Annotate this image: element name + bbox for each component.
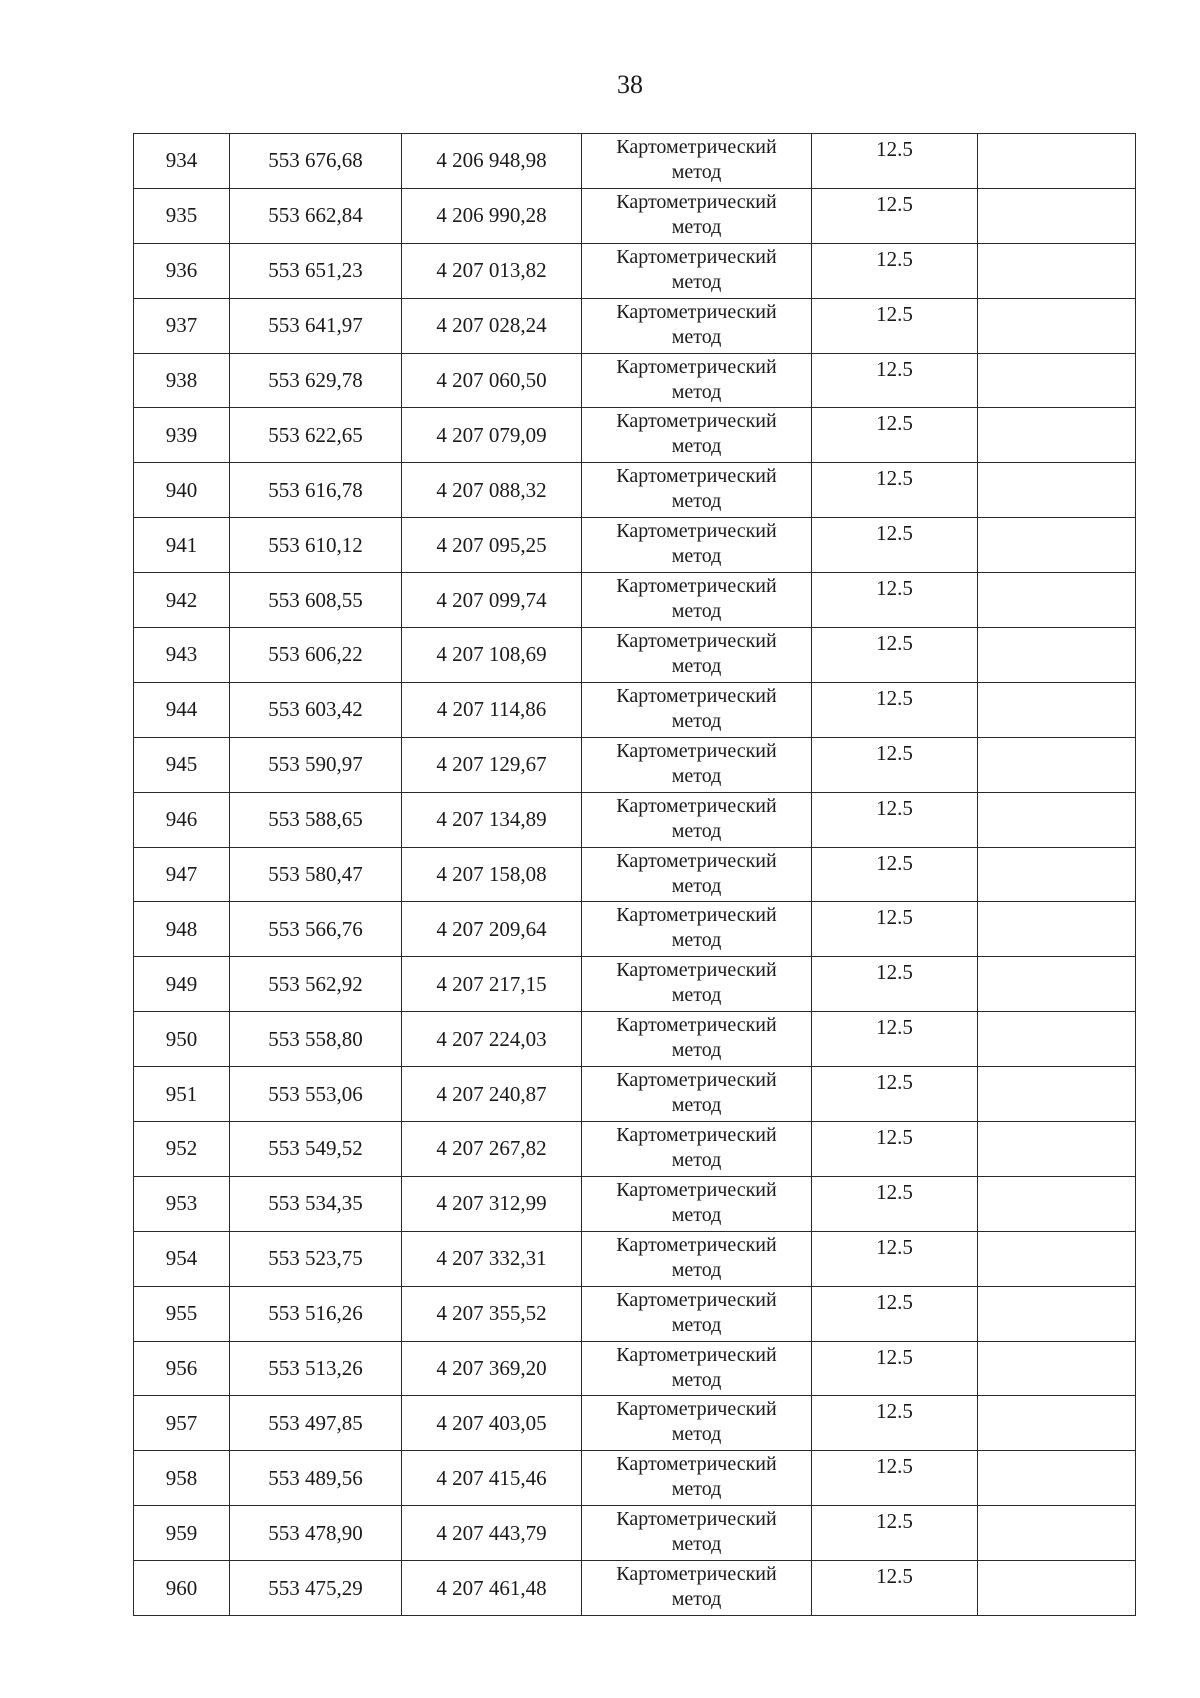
accuracy-cell: 12.5	[812, 243, 978, 298]
method-text-line1: Картометрический	[616, 1124, 777, 1147]
point-number-cell: 938	[134, 353, 230, 408]
table-row	[134, 408, 1136, 463]
point-number-cell: 956	[134, 1341, 230, 1396]
method-text-line1: Картометрический	[616, 904, 777, 927]
y-coordinate-cell: 4 207 108,69	[402, 628, 582, 683]
y-coordinate-cell: 4 207 443,79	[402, 1506, 582, 1561]
table-row	[134, 902, 1136, 957]
method-cell	[582, 792, 812, 847]
accuracy-cell: 12.5	[812, 628, 978, 683]
accuracy-cell: 12.5	[812, 1341, 978, 1396]
method-cell	[582, 847, 812, 902]
accuracy-cell: 12.5	[812, 792, 978, 847]
point-number-cell: 937	[134, 298, 230, 353]
table-row	[134, 573, 1136, 628]
accuracy-cell: 12.5	[812, 134, 978, 189]
x-coordinate-cell: 553 590,97	[230, 737, 402, 792]
table-row	[134, 1561, 1136, 1616]
method-text-line2: метод	[671, 161, 722, 183]
table-row	[134, 957, 1136, 1012]
table-row	[134, 298, 1136, 353]
accuracy-cell: 12.5	[812, 737, 978, 792]
note-cell	[978, 518, 1136, 573]
method-text-line1: Картометрический	[616, 1069, 777, 1092]
method-text-line1: Картометрический	[616, 465, 777, 488]
note-cell	[978, 957, 1136, 1012]
method-cell	[582, 1231, 812, 1286]
note-cell	[978, 1286, 1136, 1341]
method-text-line2: метод	[671, 490, 722, 513]
method-text-line2: метод	[671, 655, 722, 678]
note-cell	[978, 1341, 1136, 1396]
table-row	[134, 1067, 1136, 1122]
y-coordinate-cell: 4 207 028,24	[402, 298, 582, 353]
point-number-cell: 950	[134, 1012, 230, 1067]
accuracy-cell: 12.5	[812, 902, 978, 957]
accuracy-cell: 12.5	[812, 1286, 978, 1341]
accuracy-cell: 12.5	[812, 573, 978, 628]
accuracy-cell: 12.5	[812, 1561, 978, 1616]
accuracy-cell: 12.5	[812, 1451, 978, 1506]
method-text-line1: Картометрический	[616, 959, 777, 982]
method-cell	[582, 518, 812, 573]
method-cell	[582, 463, 812, 518]
y-coordinate-cell: 4 207 240,87	[402, 1067, 582, 1122]
method-cell	[582, 737, 812, 792]
accuracy-cell: 12.5	[812, 518, 978, 573]
method-cell	[582, 134, 812, 189]
method-cell	[582, 243, 812, 298]
method-text-line1: Картометрический	[616, 739, 777, 762]
coordinates-table-body	[134, 134, 1136, 1616]
y-coordinate-cell: 4 207 369,20	[402, 1341, 582, 1396]
note-cell	[978, 1176, 1136, 1231]
method-cell	[582, 1451, 812, 1506]
accuracy-cell: 12.5	[812, 1012, 978, 1067]
x-coordinate-cell: 553 513,26	[230, 1341, 402, 1396]
y-coordinate-cell: 4 207 355,52	[402, 1286, 582, 1341]
point-number-cell: 935	[134, 188, 230, 243]
method-text-line2: метод	[671, 600, 722, 623]
x-coordinate-cell: 553 497,85	[230, 1396, 402, 1451]
method-text-line1: Картометрический	[616, 1398, 777, 1421]
y-coordinate-cell: 4 206 948,98	[402, 134, 582, 189]
table-row	[134, 1506, 1136, 1561]
method-cell	[582, 1561, 812, 1616]
method-text-line2: метод	[671, 1203, 722, 1226]
x-coordinate-cell: 553 558,80	[230, 1012, 402, 1067]
table-row	[134, 1231, 1136, 1286]
point-number-cell: 947	[134, 847, 230, 902]
x-coordinate-cell: 553 616,78	[230, 463, 402, 518]
y-coordinate-cell: 4 207 267,82	[402, 1122, 582, 1177]
point-number-cell: 941	[134, 518, 230, 573]
y-coordinate-cell: 4 207 217,15	[402, 957, 582, 1012]
x-coordinate-cell: 553 662,84	[230, 188, 402, 243]
method-text-line1: Картометрический	[616, 1343, 777, 1366]
point-number-cell: 958	[134, 1451, 230, 1506]
method-cell	[582, 573, 812, 628]
method-text-line1: Картометрический	[616, 245, 777, 268]
method-text-line1: Картометрический	[616, 355, 777, 378]
note-cell	[978, 902, 1136, 957]
method-cell	[582, 1286, 812, 1341]
table-row	[134, 243, 1136, 298]
method-text-line1: Картометрический	[616, 410, 777, 433]
note-cell	[978, 1012, 1136, 1067]
method-text-line1: Картометрический	[616, 575, 777, 598]
accuracy-cell: 12.5	[812, 1396, 978, 1451]
table-row	[134, 1286, 1136, 1341]
accuracy-cell: 12.5	[812, 353, 978, 408]
x-coordinate-cell: 553 608,55	[230, 573, 402, 628]
point-number-cell: 948	[134, 902, 230, 957]
note-cell	[978, 1506, 1136, 1561]
y-coordinate-cell: 4 207 114,86	[402, 682, 582, 737]
table-row	[134, 1396, 1136, 1451]
x-coordinate-cell: 553 606,22	[230, 628, 402, 683]
y-coordinate-cell: 4 206 990,28	[402, 188, 582, 243]
note-cell	[978, 1451, 1136, 1506]
method-cell	[582, 353, 812, 408]
method-text-line2: метод	[671, 435, 722, 458]
point-number-cell: 936	[134, 243, 230, 298]
x-coordinate-cell: 553 651,23	[230, 243, 402, 298]
method-text-line1: Картометрический	[616, 136, 777, 158]
table-row	[134, 518, 1136, 573]
method-text-line2: метод	[671, 380, 722, 403]
method-text-line1: Картометрический	[616, 849, 777, 872]
note-cell	[978, 1396, 1136, 1451]
accuracy-cell: 12.5	[812, 408, 978, 463]
method-text-line2: метод	[671, 1313, 722, 1336]
method-cell	[582, 188, 812, 243]
note-cell	[978, 1122, 1136, 1177]
table-row	[134, 188, 1136, 243]
y-coordinate-cell: 4 207 461,48	[402, 1561, 582, 1616]
accuracy-cell: 12.5	[812, 1231, 978, 1286]
method-cell	[582, 1506, 812, 1561]
method-text-line2: метод	[671, 929, 722, 952]
method-text-line2: метод	[671, 1533, 722, 1556]
method-cell	[582, 957, 812, 1012]
x-coordinate-cell: 553 534,35	[230, 1176, 402, 1231]
method-text-line1: Картометрический	[616, 794, 777, 817]
y-coordinate-cell: 4 207 095,25	[402, 518, 582, 573]
point-number-cell: 957	[134, 1396, 230, 1451]
accuracy-cell: 12.5	[812, 682, 978, 737]
y-coordinate-cell: 4 207 312,99	[402, 1176, 582, 1231]
method-text-line2: метод	[671, 1094, 722, 1117]
method-text-line1: Картометрический	[616, 1453, 777, 1476]
table-row	[134, 1122, 1136, 1177]
note-cell	[978, 134, 1136, 189]
y-coordinate-cell: 4 207 158,08	[402, 847, 582, 902]
y-coordinate-cell: 4 207 013,82	[402, 243, 582, 298]
method-text-line1: Картометрический	[616, 630, 777, 653]
y-coordinate-cell: 4 207 079,09	[402, 408, 582, 463]
method-text-line1: Картометрический	[616, 190, 777, 213]
method-cell	[582, 1176, 812, 1231]
method-text-line2: метод	[671, 1258, 722, 1281]
method-text-line2: метод	[671, 1039, 722, 1062]
point-number-cell: 943	[134, 628, 230, 683]
method-text-line1: Картометрический	[616, 1233, 777, 1256]
method-text-line2: метод	[671, 1478, 722, 1501]
accuracy-cell: 12.5	[812, 1067, 978, 1122]
table-row	[134, 628, 1136, 683]
note-cell	[978, 792, 1136, 847]
method-cell	[582, 408, 812, 463]
method-text-line2: метод	[671, 1423, 722, 1446]
accuracy-cell: 12.5	[812, 298, 978, 353]
method-cell	[582, 1067, 812, 1122]
x-coordinate-cell: 553 610,12	[230, 518, 402, 573]
point-number-cell: 955	[134, 1286, 230, 1341]
method-text-line1: Картометрический	[616, 684, 777, 707]
accuracy-cell: 12.5	[812, 957, 978, 1012]
y-coordinate-cell: 4 207 415,46	[402, 1451, 582, 1506]
accuracy-cell: 12.5	[812, 847, 978, 902]
method-cell	[582, 628, 812, 683]
table-row	[134, 1451, 1136, 1506]
point-number-cell: 953	[134, 1176, 230, 1231]
note-cell	[978, 243, 1136, 298]
coordinates-table	[133, 133, 1136, 1616]
page-number: 38	[617, 70, 643, 99]
y-coordinate-cell: 4 207 403,05	[402, 1396, 582, 1451]
note-cell	[978, 188, 1136, 243]
note-cell	[978, 628, 1136, 683]
table-row	[134, 1176, 1136, 1231]
point-number-cell: 944	[134, 682, 230, 737]
y-coordinate-cell: 4 207 088,32	[402, 463, 582, 518]
method-text-line1: Картометрический	[616, 520, 777, 543]
x-coordinate-cell: 553 549,52	[230, 1122, 402, 1177]
table-row	[134, 463, 1136, 518]
point-number-cell: 952	[134, 1122, 230, 1177]
y-coordinate-cell: 4 207 129,67	[402, 737, 582, 792]
method-text-line1: Картометрический	[616, 1178, 777, 1201]
note-cell	[978, 1067, 1136, 1122]
method-text-line2: метод	[671, 325, 722, 348]
method-text-line2: метод	[671, 1588, 722, 1611]
x-coordinate-cell: 553 603,42	[230, 682, 402, 737]
method-text-line2: метод	[671, 1149, 722, 1172]
point-number-cell: 945	[134, 737, 230, 792]
y-coordinate-cell: 4 207 060,50	[402, 353, 582, 408]
point-number-cell: 959	[134, 1506, 230, 1561]
accuracy-cell: 12.5	[812, 188, 978, 243]
x-coordinate-cell: 553 523,75	[230, 1231, 402, 1286]
method-cell	[582, 1122, 812, 1177]
point-number-cell: 940	[134, 463, 230, 518]
method-text-line1: Картометрический	[616, 300, 777, 323]
method-text-line2: метод	[671, 215, 722, 238]
method-text-line2: метод	[671, 819, 722, 842]
accuracy-cell: 12.5	[812, 463, 978, 518]
x-coordinate-cell: 553 475,29	[230, 1561, 402, 1616]
note-cell	[978, 1231, 1136, 1286]
x-coordinate-cell: 553 478,90	[230, 1506, 402, 1561]
x-coordinate-cell: 553 622,65	[230, 408, 402, 463]
method-text-line2: метод	[671, 709, 722, 732]
table-row	[134, 1012, 1136, 1067]
note-cell	[978, 682, 1136, 737]
x-coordinate-cell: 553 580,47	[230, 847, 402, 902]
point-number-cell: 939	[134, 408, 230, 463]
note-cell	[978, 463, 1136, 518]
table-row	[134, 792, 1136, 847]
x-coordinate-cell: 553 641,97	[230, 298, 402, 353]
y-coordinate-cell: 4 207 224,03	[402, 1012, 582, 1067]
y-coordinate-cell: 4 207 134,89	[402, 792, 582, 847]
table-row	[134, 1341, 1136, 1396]
method-text-line1: Картометрический	[616, 1014, 777, 1037]
method-text-line2: метод	[671, 874, 722, 897]
point-number-cell: 946	[134, 792, 230, 847]
table-row	[134, 134, 1136, 189]
method-text-line2: метод	[671, 545, 722, 568]
y-coordinate-cell: 4 207 099,74	[402, 573, 582, 628]
note-cell	[978, 1561, 1136, 1616]
point-number-cell: 954	[134, 1231, 230, 1286]
point-number-cell: 942	[134, 573, 230, 628]
method-text-line1: Картометрический	[616, 1563, 777, 1586]
method-text-line1: Картометрический	[616, 1288, 777, 1311]
method-cell	[582, 1012, 812, 1067]
note-cell	[978, 353, 1136, 408]
method-text-line2: метод	[671, 1368, 722, 1391]
note-cell	[978, 847, 1136, 902]
x-coordinate-cell: 553 588,65	[230, 792, 402, 847]
x-coordinate-cell: 553 566,76	[230, 902, 402, 957]
table-row	[134, 682, 1136, 737]
accuracy-cell: 12.5	[812, 1506, 978, 1561]
note-cell	[978, 573, 1136, 628]
method-text-line2: метод	[671, 764, 722, 787]
method-cell	[582, 298, 812, 353]
accuracy-cell: 12.5	[812, 1176, 978, 1231]
x-coordinate-cell: 553 562,92	[230, 957, 402, 1012]
method-text-line2: метод	[671, 984, 722, 1007]
accuracy-cell: 12.5	[812, 1122, 978, 1177]
method-cell	[582, 682, 812, 737]
note-cell	[978, 298, 1136, 353]
x-coordinate-cell: 553 516,26	[230, 1286, 402, 1341]
note-cell	[978, 408, 1136, 463]
point-number-cell: 949	[134, 957, 230, 1012]
point-number-cell: 934	[134, 134, 230, 189]
table-row	[134, 353, 1136, 408]
point-number-cell: 960	[134, 1561, 230, 1616]
y-coordinate-cell: 4 207 332,31	[402, 1231, 582, 1286]
x-coordinate-cell: 553 629,78	[230, 353, 402, 408]
x-coordinate-cell: 553 553,06	[230, 1067, 402, 1122]
table-row	[134, 737, 1136, 792]
point-number-cell: 951	[134, 1067, 230, 1122]
method-cell	[582, 1341, 812, 1396]
method-cell	[582, 1396, 812, 1451]
method-cell	[582, 902, 812, 957]
method-text-line2: метод	[671, 270, 722, 293]
note-cell	[978, 737, 1136, 792]
table-row	[134, 847, 1136, 902]
y-coordinate-cell: 4 207 209,64	[402, 902, 582, 957]
x-coordinate-cell: 553 676,68	[230, 134, 402, 189]
method-text-line1: Картометрический	[616, 1508, 777, 1531]
x-coordinate-cell: 553 489,56	[230, 1451, 402, 1506]
